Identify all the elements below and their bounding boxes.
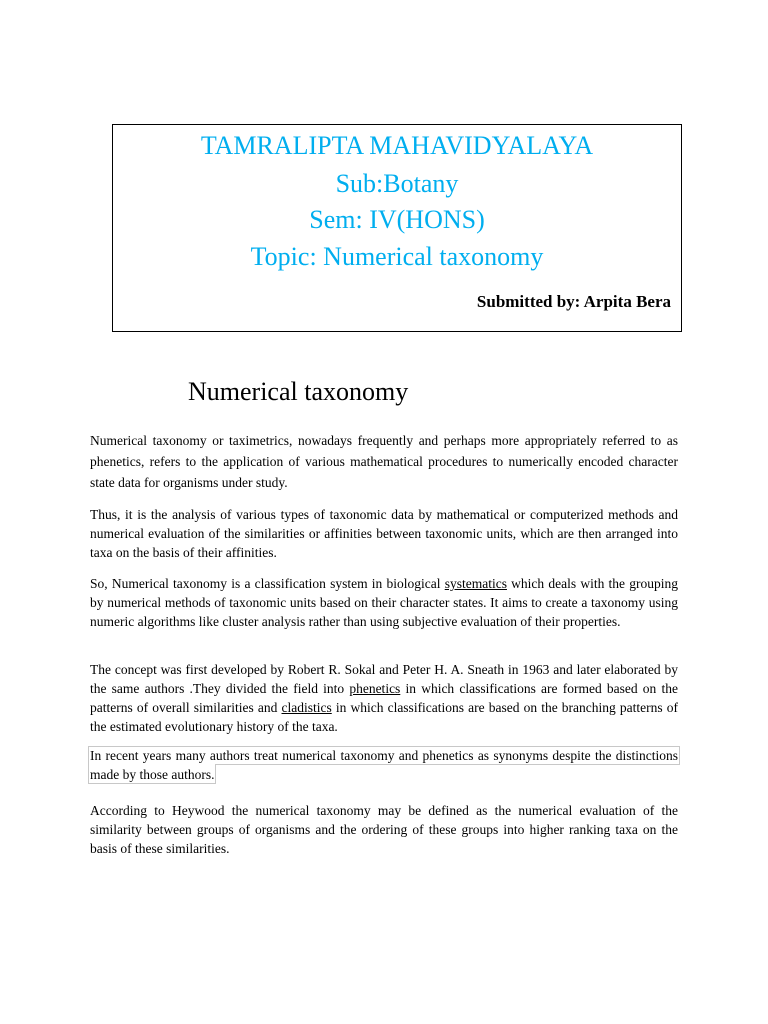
section-heading: Numerical taxonomy: [188, 377, 409, 406]
paragraph-4-text-a: The concept was first developed by Robert R. Sokal and Peter H. A. Sneath in 1963 and later elaborated by the same authors .They divided the field into: [90, 662, 678, 696]
title-box: [112, 124, 682, 332]
highlighted-sentence: In recent years many authors treat numerical taxonomy and phenetics as synonyms despite the distinctions made by those authors.: [90, 748, 678, 782]
paragraph-4-text-b: in which classifications are formed based on the patterns of overall similarities and: [90, 681, 678, 715]
paragraph-1: Numerical taxonomy or taximetrics, nowadays frequently and perhaps more appropriately referred to as phenetics, refers to the application of various mathematical procedures to numerically encoded character state data for organisms under study.: [90, 433, 678, 490]
phenetics-link[interactable]: phenetics: [349, 681, 401, 696]
cladistics-link[interactable]: cladistics: [281, 700, 332, 715]
paragraph-2: Thus, it is the analysis of various types of taxonomic data by mathematical or computerized methods and numerical evaluation of the similarities or affinities between taxonomic units, which are then arranged into taxa on the basis of their affinities.: [90, 507, 678, 560]
submitted-by: Submitted by: Arpita Bera: [476, 292, 671, 311]
paragraph-4-text-c: in which classifications are based on the branching patterns of the estimated evolutionary history of the taxa.: [90, 700, 678, 734]
college-name: TAMRALIPTA MAHAVIDYALAYA: [200, 131, 594, 160]
paragraph-3-text-a: So, Numerical taxonomy is a classification system in biological: [90, 576, 445, 591]
topic-line: Topic: Numerical taxonomy: [250, 242, 544, 271]
paragraph-4: [90, 660, 678, 736]
paragraph-3-text-b: which deals with the grouping by numerical methods of taxonomic units based on their character states. It aims to create a taxonomy using numeric algorithms like cluster analysis rather than using subjective evaluation of their properties.: [90, 576, 678, 629]
systematics-link[interactable]: systematics: [444, 576, 507, 591]
paragraph-6: According to Heywood the numerical taxonomy may be defined as the numerical evaluation of the similarity between groups of organisms and the ordering of these groups into higher ranking taxa on the basis of these similarities.: [90, 803, 678, 856]
paragraph-3: [90, 574, 678, 631]
paragraph-5: [90, 746, 678, 784]
subject-line: Sub:Botany: [335, 169, 459, 198]
semester-line: Sem: IV(HONS): [309, 205, 485, 234]
